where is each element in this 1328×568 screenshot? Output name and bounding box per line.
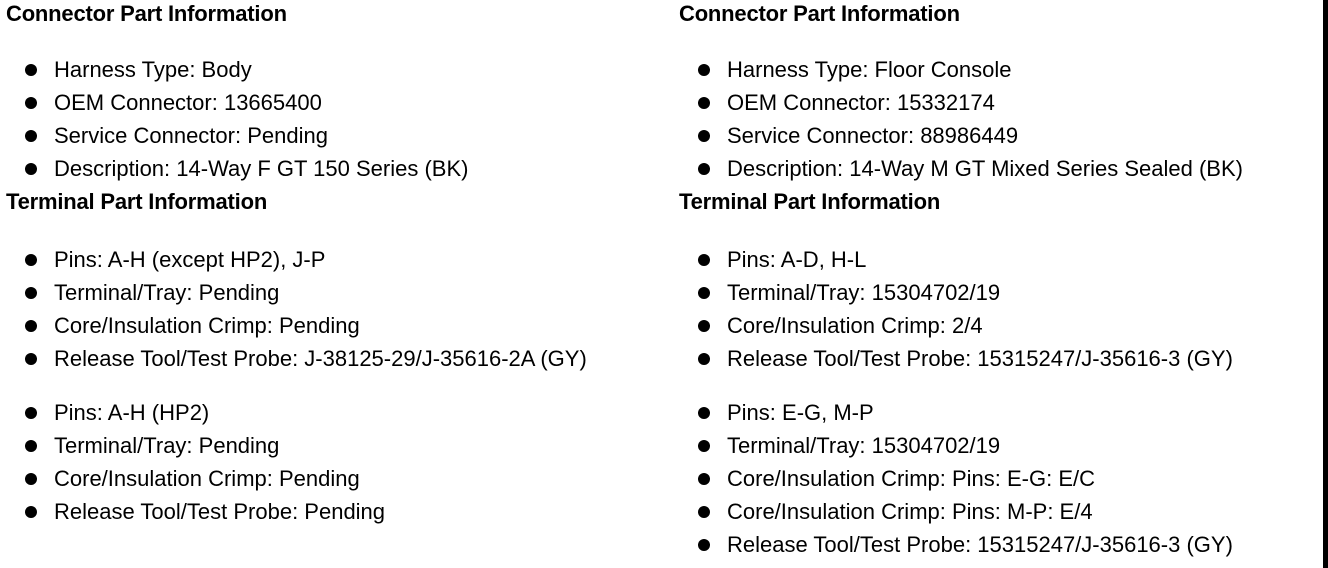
terminal-part-list <box>6 243 666 375</box>
list-item: Core/Insulation Crimp: Pins: M-P: E/4 <box>679 495 1319 528</box>
left-column <box>6 0 666 528</box>
list-item: OEM Connector: 13665400 <box>6 86 666 119</box>
list-item: Core/Insulation Crimp: 2/4 <box>679 309 1319 342</box>
list-item: Description: 14-Way F GT 150 Series (BK) <box>6 152 666 185</box>
right-border-line <box>1323 0 1328 568</box>
terminal-part-heading: Terminal Part Information <box>6 189 268 214</box>
list-item: Service Connector: 88986449 <box>679 119 1319 152</box>
list-item: Terminal/Tray: Pending <box>6 429 666 462</box>
terminal-part-heading: Terminal Part Information <box>679 189 941 214</box>
terminal-part-list <box>6 396 666 528</box>
list-item: Terminal/Tray: 15304702/19 <box>679 429 1319 462</box>
list-item: Service Connector: Pending <box>6 119 666 152</box>
list-item: Release Tool/Test Probe: J-38125-29/J-35616-2A (GY) <box>6 342 666 375</box>
list-item: Harness Type: Floor Console <box>679 53 1319 86</box>
connector-part-list <box>6 53 666 185</box>
list-item: Terminal/Tray: 15304702/19 <box>679 276 1319 309</box>
list-item: Pins: A-D, H-L <box>679 243 1319 276</box>
list-item: Core/Insulation Crimp: Pins: E-G: E/C <box>679 462 1319 495</box>
list-item: Pins: A-H (HP2) <box>6 396 666 429</box>
right-column <box>679 0 1319 561</box>
terminal-part-list <box>679 396 1319 561</box>
connector-part-list <box>679 53 1319 185</box>
connector-part-heading: Connector Part Information <box>6 1 287 26</box>
list-item: Pins: E-G, M-P <box>679 396 1319 429</box>
list-item: Pins: A-H (except HP2), J-P <box>6 243 666 276</box>
list-item: Core/Insulation Crimp: Pending <box>6 309 666 342</box>
list-item: OEM Connector: 15332174 <box>679 86 1319 119</box>
list-item: Terminal/Tray: Pending <box>6 276 666 309</box>
list-item: Release Tool/Test Probe: Pending <box>6 495 666 528</box>
terminal-part-list <box>679 243 1319 375</box>
list-item: Release Tool/Test Probe: 15315247/J-35616-3 (GY) <box>679 528 1319 561</box>
connector-part-heading: Connector Part Information <box>679 1 960 26</box>
list-item: Release Tool/Test Probe: 15315247/J-35616-3 (GY) <box>679 342 1319 375</box>
list-item: Description: 14-Way M GT Mixed Series Sealed (BK) <box>679 152 1319 185</box>
list-item: Harness Type: Body <box>6 53 666 86</box>
list-item: Core/Insulation Crimp: Pending <box>6 462 666 495</box>
